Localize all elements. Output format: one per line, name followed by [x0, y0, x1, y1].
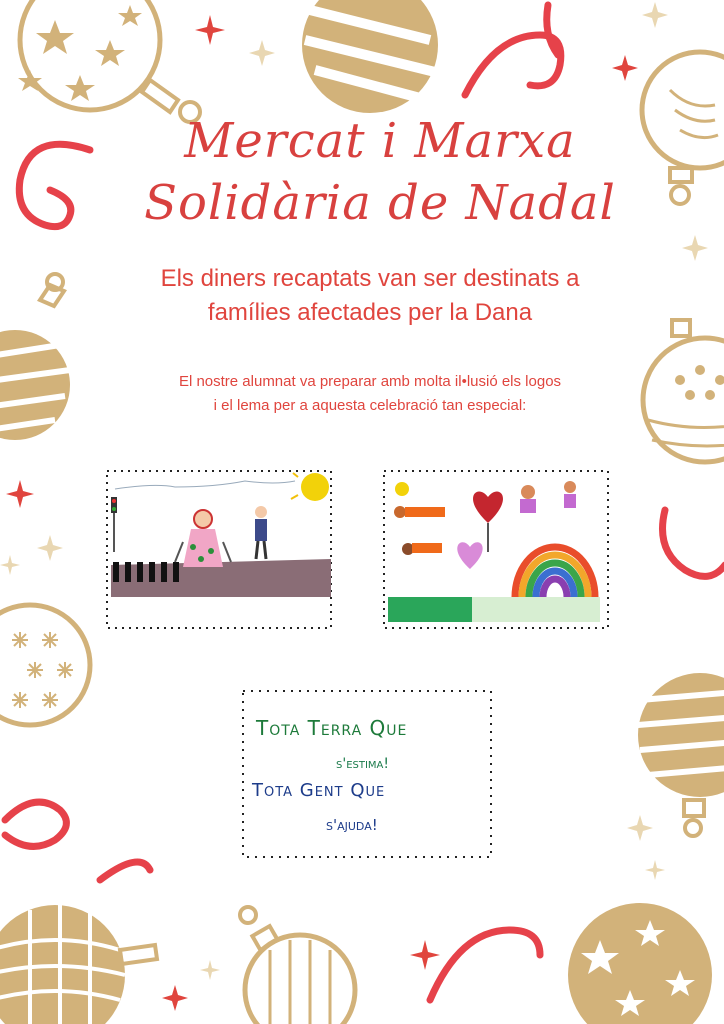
subtitle-line-1: Els diners recaptats van ser destinats a — [160, 265, 580, 292]
intro-line-2: i el lema per a aquesta celebració tan especial: — [213, 397, 527, 414]
student-drawing-1 — [103, 467, 335, 632]
slogan-line-2: s'estima! — [336, 756, 390, 772]
intro-text — [120, 370, 620, 418]
student-drawing-2 — [380, 467, 612, 632]
ornament-bottom-left-icon — [0, 905, 157, 1024]
intro-line-1: El nostre alumnat va preparar amb molta il•lusió els logos — [178, 373, 562, 390]
subtitle — [110, 262, 630, 330]
slogan-line-3: Tota Gent Que — [252, 780, 386, 801]
ornament-leaf-icon — [642, 52, 724, 204]
ornament-snowflake-icon — [0, 605, 90, 725]
drawing-crosswalk-image — [103, 467, 335, 632]
ornament-striped-left-icon — [0, 274, 70, 440]
page-title: Mercat i Marxa Solidària de Nadal — [144, 113, 616, 231]
ornament-striped-icon — [302, 0, 438, 113]
slogan-border — [240, 688, 494, 860]
ornament-striped-right-icon — [638, 673, 724, 836]
slogan-card — [240, 688, 494, 860]
ornament-bottom-right-icon — [568, 903, 712, 1024]
drawing-rainbow-image — [380, 467, 612, 632]
subtitle-line-2: famílies afectades per la Dana — [207, 299, 533, 326]
slogan-line-4: s'ajuda! — [326, 816, 378, 834]
ornament-bottom-center-icon — [240, 907, 355, 1024]
slogan-line-1: Tota Terra Que — [256, 716, 408, 740]
ornament-star-icon — [18, 0, 200, 122]
ornament-dots-right-icon — [643, 320, 724, 462]
